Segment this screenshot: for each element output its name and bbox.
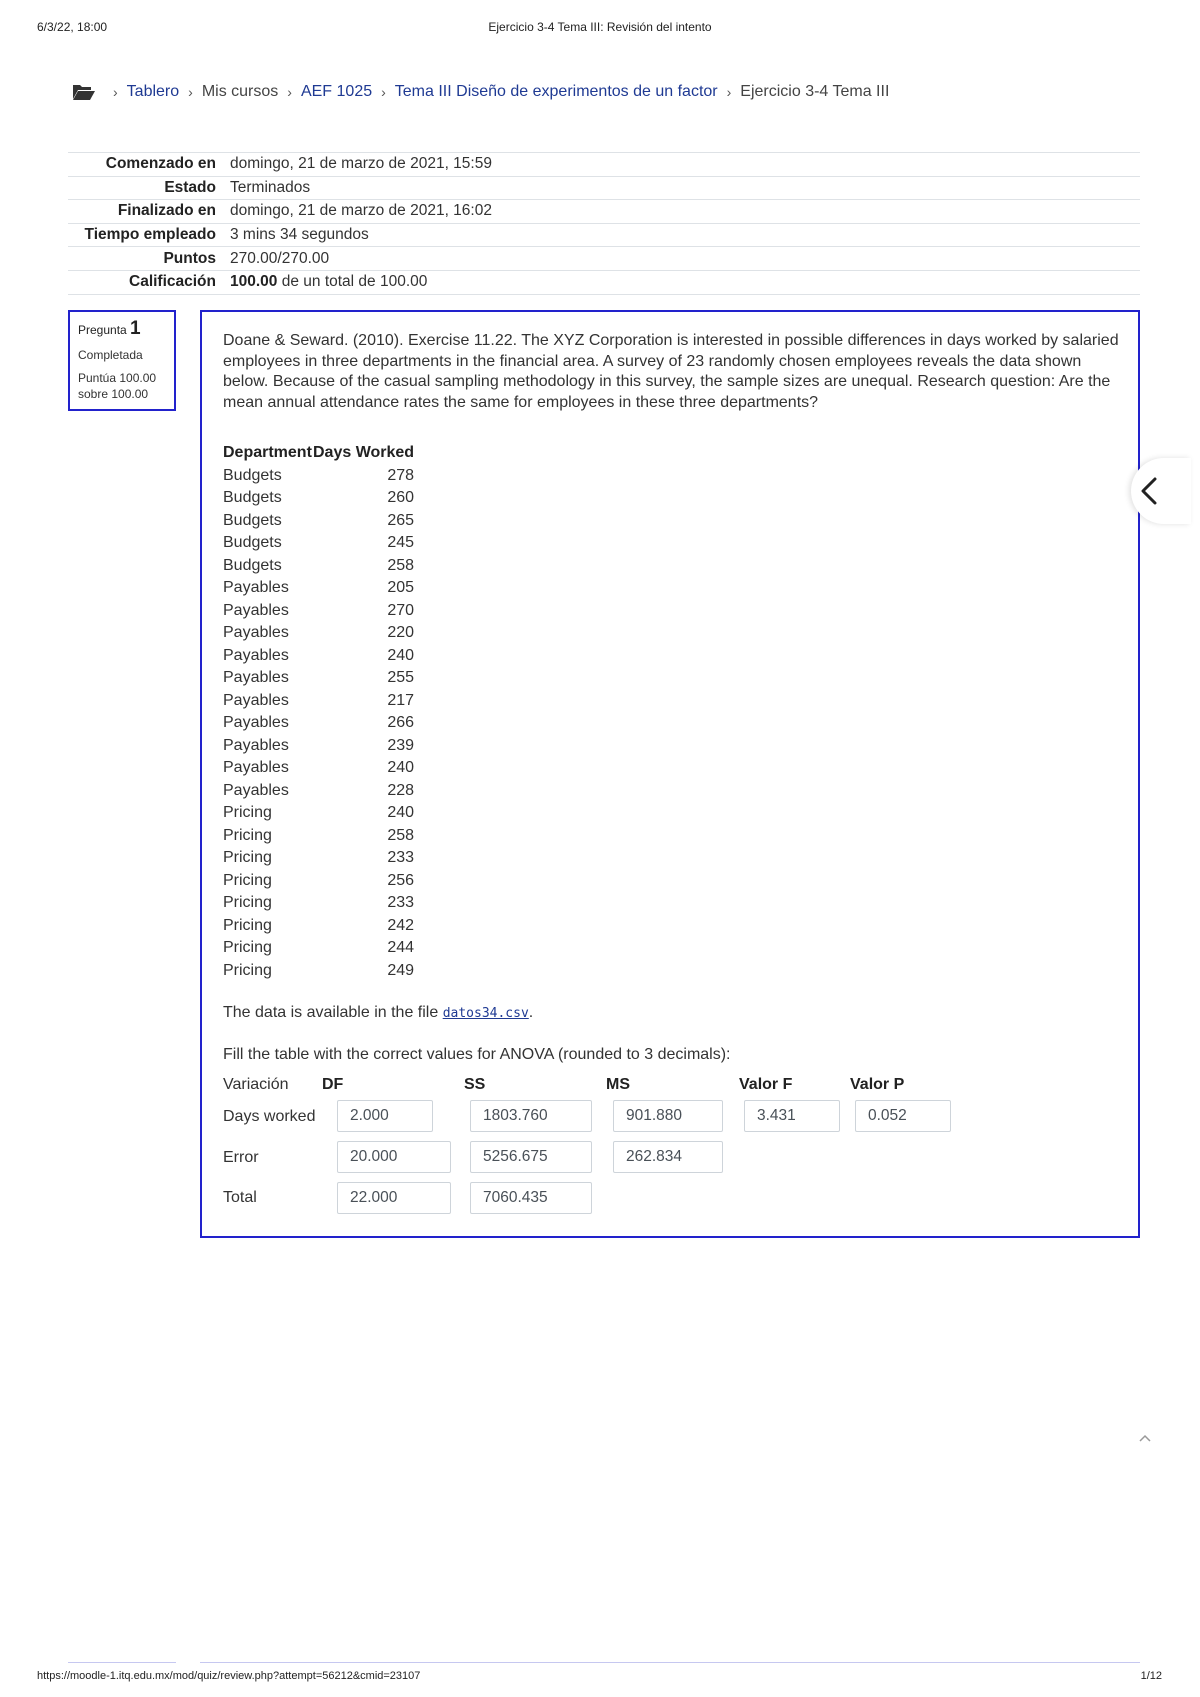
print-title: Ejercicio 3-4 Tema III: Revisión del intento [488,20,712,34]
table-row [223,757,414,780]
grade-value: 100.00 [230,273,278,291]
days-worked-cell: 233 [387,894,415,912]
table-row [223,532,414,555]
table-row [223,600,414,623]
table-row [223,780,414,803]
table-row [223,487,414,510]
error-ms-input[interactable]: 262.834 [613,1141,723,1173]
breadcrumb [72,82,889,102]
table-row [223,645,414,668]
chevron-up-icon[interactable] [1137,1432,1153,1444]
summary-value: 270.00/270.00 [230,249,330,267]
table-row [223,510,414,533]
anova-row-label-total: Total [223,1189,257,1206]
breadcrumb-separator-icon: › [188,84,193,100]
question-grade-line1: Puntúa 100.00 [78,371,157,385]
department-cell: Payables [223,781,289,799]
table-row [223,937,414,960]
days-worked-cell: 249 [387,961,415,979]
days-worked-cell: 244 [387,939,415,957]
drawer-toggle-button[interactable] [1131,458,1191,524]
department-cell: Payables [223,714,289,732]
column-header-days-worked: Days Worked [313,444,415,462]
summary-row-state [68,176,1140,200]
summary-label: Estado [164,178,216,196]
question-grade [78,370,166,402]
department-cell: Pricing [223,916,272,934]
department-cell: Budgets [223,466,282,484]
question-grade-line2: sobre 100.00 [78,387,149,401]
days-worked-cell: 265 [387,511,415,529]
days-worked-cell: 220 [387,624,415,642]
table-row [223,667,414,690]
breadcrumb-separator-icon: › [381,84,386,100]
table-row [223,960,414,983]
summary-label: Tiempo empleado [84,226,216,244]
question-number-value: 1 [130,318,141,339]
data-table-header-row [223,442,414,465]
file-prefix: The data is available in the file [223,1004,443,1021]
department-cell: Budgets [223,556,282,574]
days-worked-ms-input[interactable]: 901.880 [613,1100,723,1132]
table-row [223,892,414,915]
breadcrumb-item-tablero[interactable]: Tablero [126,83,180,100]
department-cell: Payables [223,579,289,597]
department-cell: Pricing [223,961,272,979]
grade-total: de un total de 100.00 [277,273,428,291]
summary-row-time-taken [68,223,1140,247]
days-worked-ss-input[interactable]: 1803.760 [470,1100,592,1132]
summary-row-grade [68,270,1140,294]
footer-divider [200,1662,1140,1663]
file-suffix: . [528,1004,534,1021]
table-row [223,577,414,600]
table-row [223,802,414,825]
department-cell: Payables [223,669,289,687]
summary-label: Comenzado en [105,155,216,173]
days-worked-cell: 233 [387,849,415,867]
table-row [223,465,414,488]
question-info [68,310,176,411]
breadcrumb-separator-icon: › [113,84,118,100]
table-row [223,735,414,758]
question-content [200,310,1140,1238]
breadcrumb-item-section[interactable]: Tema III Diseño de experimentos de un factor [394,83,718,100]
summary-value [224,270,1140,294]
question-number [78,318,166,340]
footer-divider [68,1662,176,1663]
file-line [223,1004,533,1022]
department-cell: Budgets [223,489,282,507]
days-worked-cell: 228 [387,781,415,799]
department-cell: Payables [223,691,289,709]
department-cell: Pricing [223,826,272,844]
anova-header-ss: SS [464,1076,486,1093]
print-url: https://moodle-1.itq.edu.mx/mod/quiz/review.php?attempt=56212&cmid=23107 [37,1670,421,1682]
department-cell: Budgets [223,534,282,552]
table-row [223,555,414,578]
breadcrumb-item-mis-cursos: Mis cursos [201,83,279,100]
days-worked-cell: 256 [387,871,415,889]
table-row [223,915,414,938]
days-worked-df-input[interactable]: 2.000 [337,1100,433,1132]
department-cell: Payables [223,736,289,754]
anova-header-f: Valor F [739,1076,793,1093]
days-worked-cell: 255 [387,669,415,687]
summary-row-started [68,153,1140,177]
file-link[interactable]: datos34.csv [442,1006,529,1021]
anova-header-variation: Variación [223,1076,289,1093]
department-cell: Budgets [223,511,282,529]
breadcrumb-separator-icon: › [287,84,292,100]
table-row [223,690,414,713]
error-ss-input[interactable]: 5256.675 [470,1141,592,1173]
days-worked-cell: 245 [387,534,415,552]
table-row [223,847,414,870]
department-cell: Payables [223,646,289,664]
breadcrumb-item-course[interactable]: AEF 1025 [300,83,373,100]
summary-value: domingo, 21 de marzo de 2021, 16:02 [230,202,492,220]
anova-instructions: Fill the table with the correct values for ANOVA (rounded to 3 decimals): [223,1046,731,1063]
table-row [223,622,414,645]
anova-header-df: DF [322,1076,344,1093]
department-cell: Payables [223,759,289,777]
department-cell: Pricing [223,849,272,867]
anova-header-p: Valor P [850,1076,905,1093]
summary-value: domingo, 21 de marzo de 2021, 15:59 [230,155,492,173]
summary-value: Terminados [230,178,311,196]
days-worked-cell: 240 [387,804,415,822]
folder-open-icon[interactable] [72,82,96,102]
department-cell: Pricing [223,894,272,912]
total-df-input[interactable]: 22.000 [337,1182,451,1214]
days-worked-cell: 266 [387,714,415,732]
table-row [223,870,414,893]
days-worked-cell: 240 [387,646,415,664]
question-state: Completada [78,348,143,362]
total-ss-input[interactable]: 7060.435 [470,1182,592,1214]
breadcrumb-separator-icon: › [726,84,732,100]
summary-label: Puntos [163,249,216,267]
days-worked-p-input[interactable]: 0.052 [855,1100,951,1132]
summary-label: Calificación [129,273,216,291]
days-worked-cell: 205 [387,579,415,597]
days-worked-cell: 242 [387,916,415,934]
data-table [223,442,414,982]
department-cell: Pricing [223,939,272,957]
anova-header-ms: MS [606,1076,630,1093]
department-cell: Payables [223,601,289,619]
column-header-department: Department [223,444,312,462]
question-text: Doane & Seward. (2010). Exercise 11.22. The XYZ Corporation is interested in possible differences in days worked by salaried employees in three departments in the financial area. A survey of 23 randomly chosen employees reveals the data shown below. Because of the casual sampling methodology in this survey, the sample sizes are unequal. Research question: Are the mean annual attendance rates the same for employees in these three departments? [223,332,1119,411]
question-number-prefix: Pregunta [78,323,127,337]
anova-row-label-error: Error [223,1149,259,1166]
days-worked-cell: 278 [387,466,415,484]
department-cell: Pricing [223,871,272,889]
table-row [223,825,414,848]
department-cell: Pricing [223,804,272,822]
days-worked-cell: 258 [387,826,415,844]
days-worked-cell: 260 [387,489,415,507]
summary-label: Finalizado en [117,202,216,220]
days-worked-cell: 270 [387,601,415,619]
days-worked-cell: 217 [387,691,415,709]
days-worked-cell: 258 [387,556,415,574]
anova-row-label-days-worked: Days worked [223,1108,316,1125]
table-row [223,712,414,735]
department-cell: Payables [223,624,289,642]
days-worked-f-input[interactable]: 3.431 [744,1100,840,1132]
print-page-number: 1/12 [1140,1670,1162,1682]
chevron-left-icon [1139,476,1159,506]
summary-row-finished [68,200,1140,224]
attempt-summary-table [68,152,1140,295]
print-datetime: 6/3/22, 18:00 [37,20,108,34]
summary-value: 3 mins 34 segundos [230,226,369,244]
days-worked-cell: 239 [387,736,415,754]
breadcrumb-item-current: Ejercicio 3-4 Tema III [740,83,890,100]
days-worked-cell: 240 [387,759,415,777]
summary-row-marks [68,247,1140,271]
error-df-input[interactable]: 20.000 [337,1141,451,1173]
